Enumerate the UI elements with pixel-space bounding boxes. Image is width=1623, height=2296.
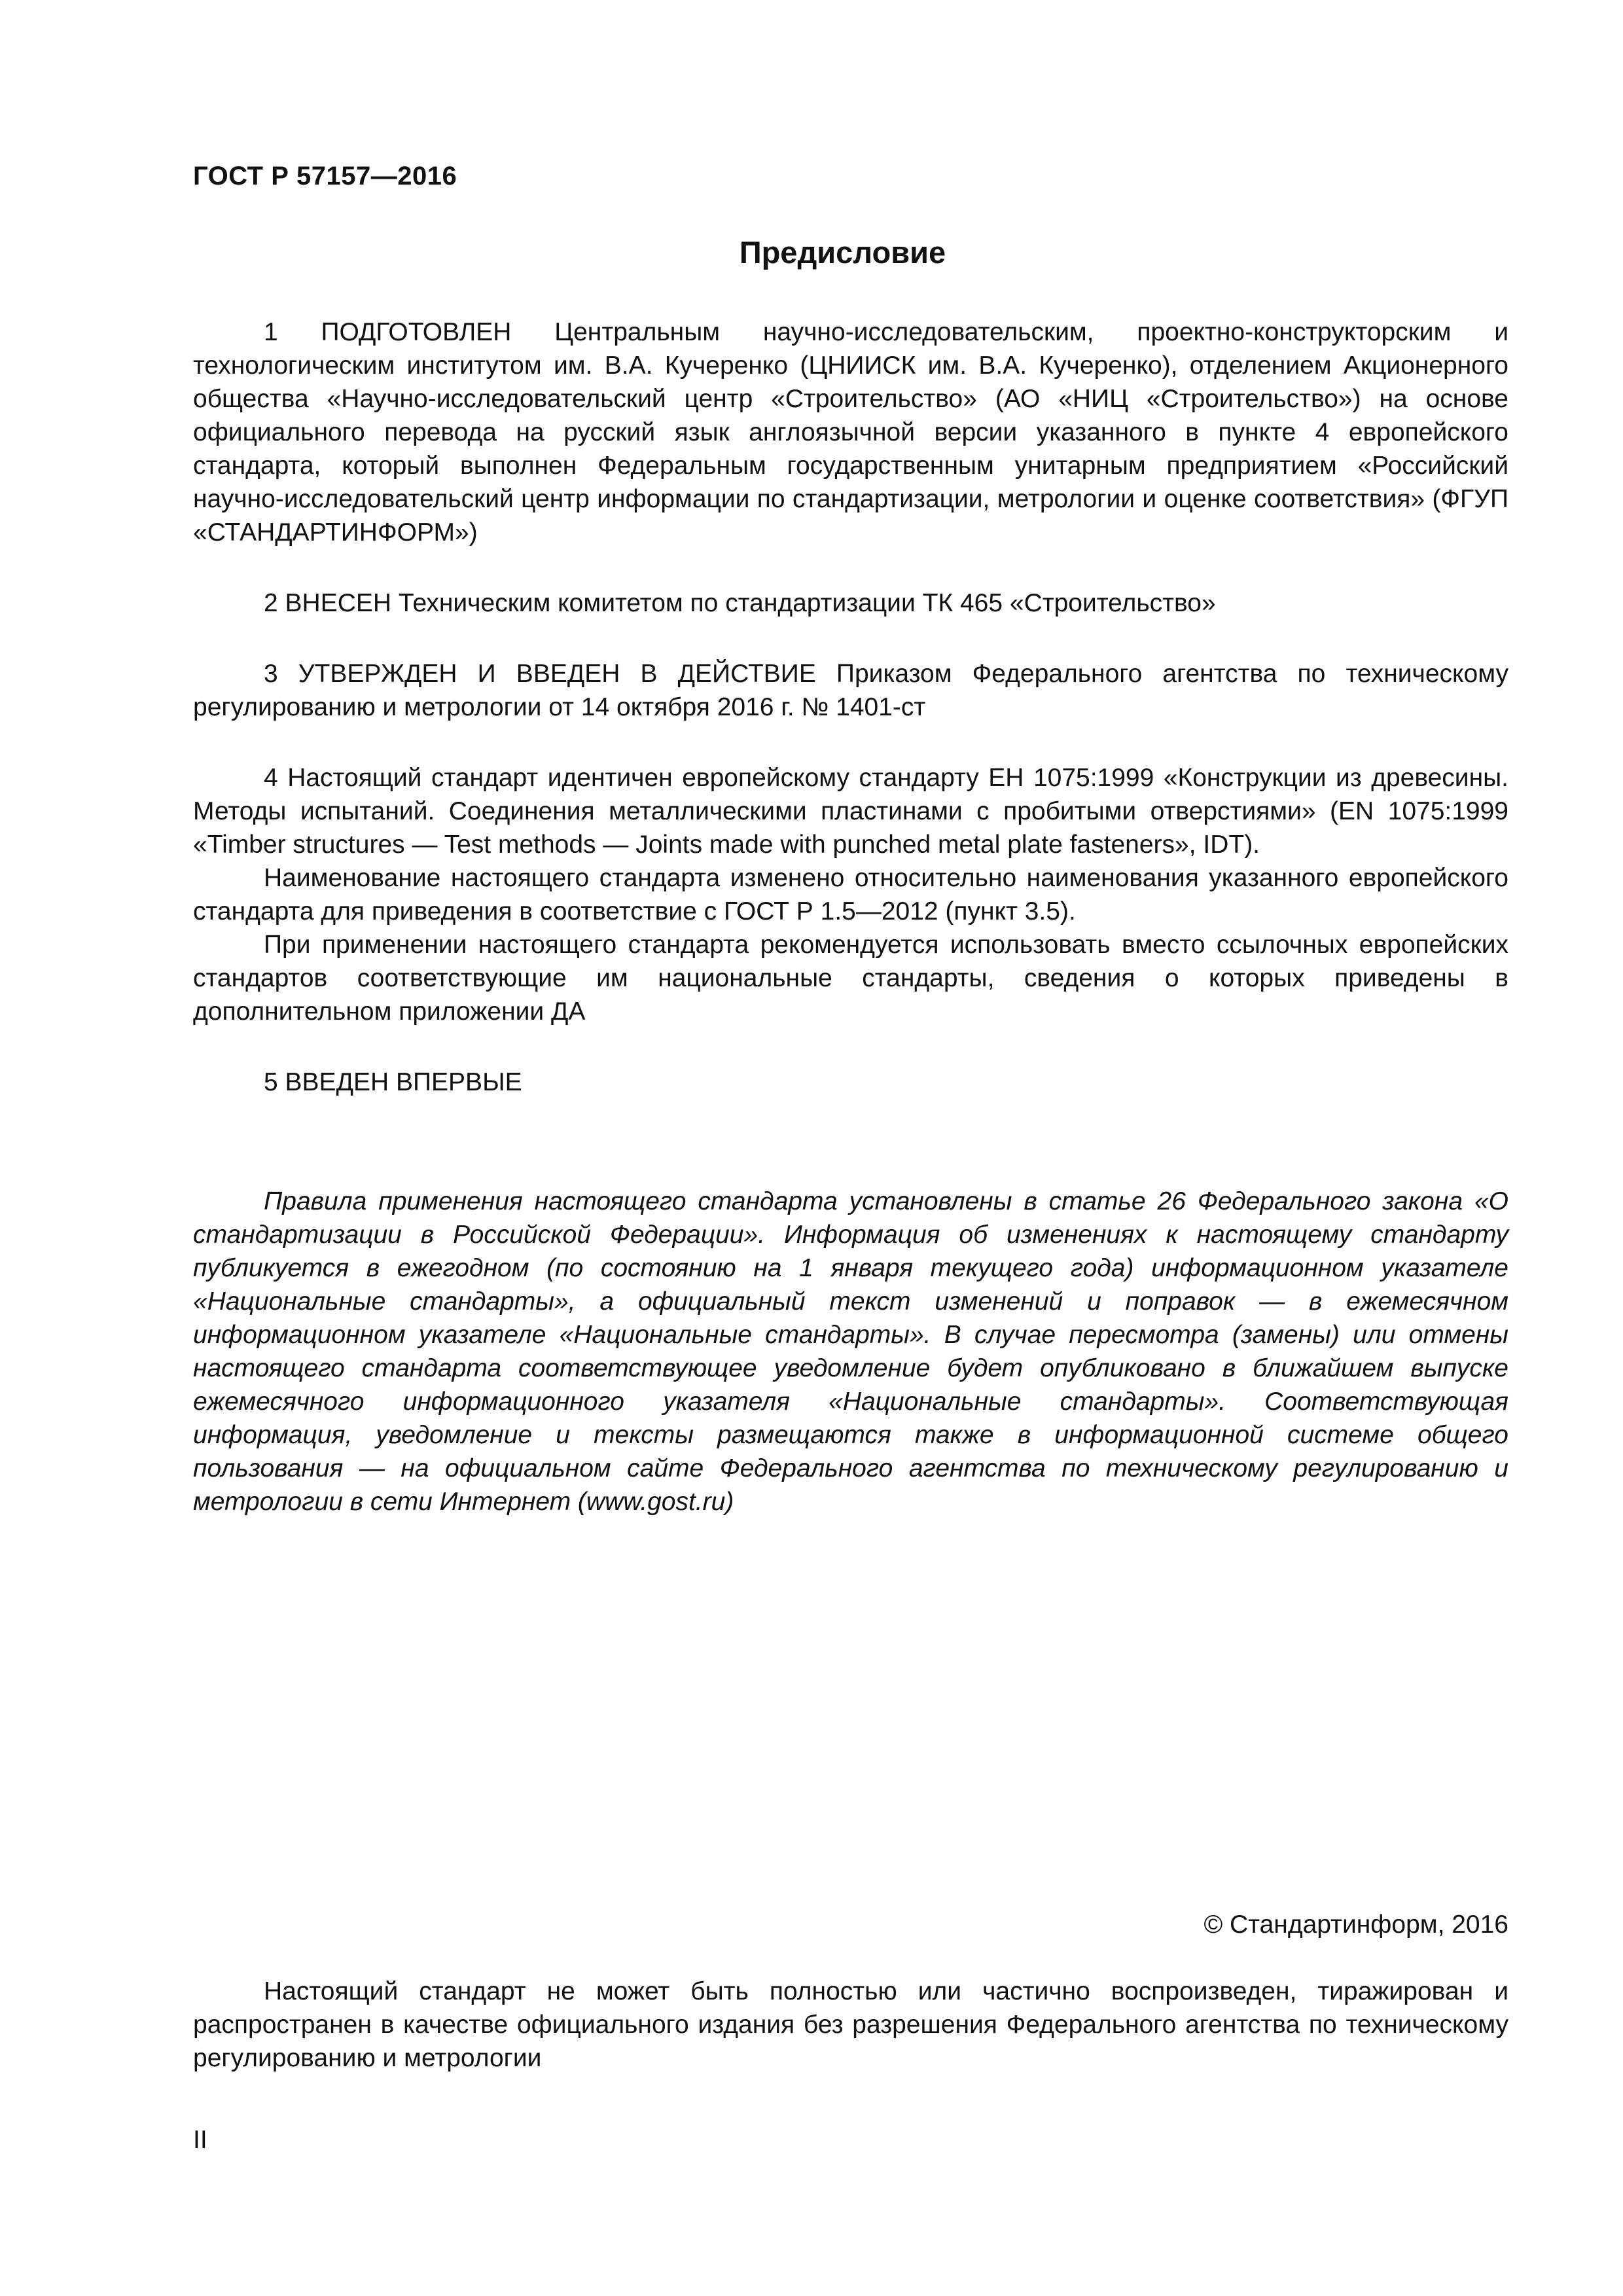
- paragraph-name-changed: Наименование настоящего стандарта изменено относительно наименования указанного европейского стандарта для приведения в соответствие с ГОСТ Р 1.5—2012 (пункт 3.5).: [193, 864, 1508, 925]
- paragraph-national-standards: При применении настоящего стандарта рекомендуется использовать вместо ссылочных европейских стандартов соответствующие им национальные стандарты, сведения о которых приведены в дополнительном приложении ДА: [193, 931, 1508, 1026]
- document-header: ГОСТ Р 57157—2016: [193, 162, 457, 190]
- page-title: Предисловие: [739, 235, 946, 270]
- copyright: © Стандартинформ, 2016: [1204, 1910, 1508, 1939]
- paragraph-prepared: 1 ПОДГОТОВЛЕН Центральным научно-исследовательским, проектно-конструкторским и технологическим институтом им. В.А. Кучеренко (ЦНИИСК им. В.А. Кучеренко), отделением Акционерного общества «Научно-исследовательский центр «Строительство» (АО «НИЦ «Строительство») на основе официального перевода на русский язык англоязычной версии указанного в пункте 4 европейского стандарта, который выполнен Федеральным государственным унитарным предприятием «Российский научно-исследовательский центр информации по стандартизации, метрологии и оценке соответствия» (ФГУП «СТАНДАРТИНФОРМ»): [193, 318, 1508, 547]
- reproduction-notice-block: [193, 1975, 1508, 2075]
- reproduction-notice: Настоящий стандарт не может быть полностью или частично воспроизведен, тиражирован и распространен в качестве официального издания без разрешения Федерального агентства по техническому регулированию и метрологии: [193, 1977, 1508, 2072]
- paragraph-identical: 4 Настоящий стандарт идентичен европейскому стандарту ЕН 1075:1999 «Конструкции из древесины. Методы испытаний. Соединения металлическими пластинами с пробитыми отверстиями» (EN 1075:1999 «Timber structures — Test methods — Joints made with punched metal plate fasteners», IDT).: [193, 764, 1508, 859]
- paragraph-first-introduced: 5 ВВЕДЕН ВПЕРВЫЕ: [264, 1068, 522, 1096]
- rules-notice: Правила применения настоящего стандарта установлены в статье 26 Федерального закона «О стандартизации в Российской Федерации». Информация об изменениях к настоящему стандарту публикуется в ежегодном (по состоянию на 1 января текущего года) информационном указателе «Национальные стандарты», а официальный текст изменений и поправок — в ежемесячном информационном указателе «Национальные стандарты». В случае пересмотра (замены) или отмены настоящего стандарта соответствующее уведомление будет опубликовано в ближайшем выпуске ежемесячного информационного указателя «Национальные стандарты». Соответствующая информация, уведомление и тексты размещаются также в информационной системе общего пользования — на официальном сайте Федерального агентства по техническому регулированию и метрологии в сети Интернет (www.gost.ru): [193, 1187, 1508, 1516]
- page-number: II: [193, 2126, 207, 2154]
- paragraph-introduced: 2 ВНЕСЕН Техническим комитетом по стандартизации ТК 465 «Строительство»: [264, 589, 1216, 617]
- foreword-content: [193, 315, 1508, 1518]
- paragraph-approved: 3 УТВЕРЖДЕН И ВВЕДЕН В ДЕЙСТВИЕ Приказом Федерального агентства по техническому регулированию и метрологии от 14 октября 2016 г. № 1401-ст: [193, 660, 1508, 721]
